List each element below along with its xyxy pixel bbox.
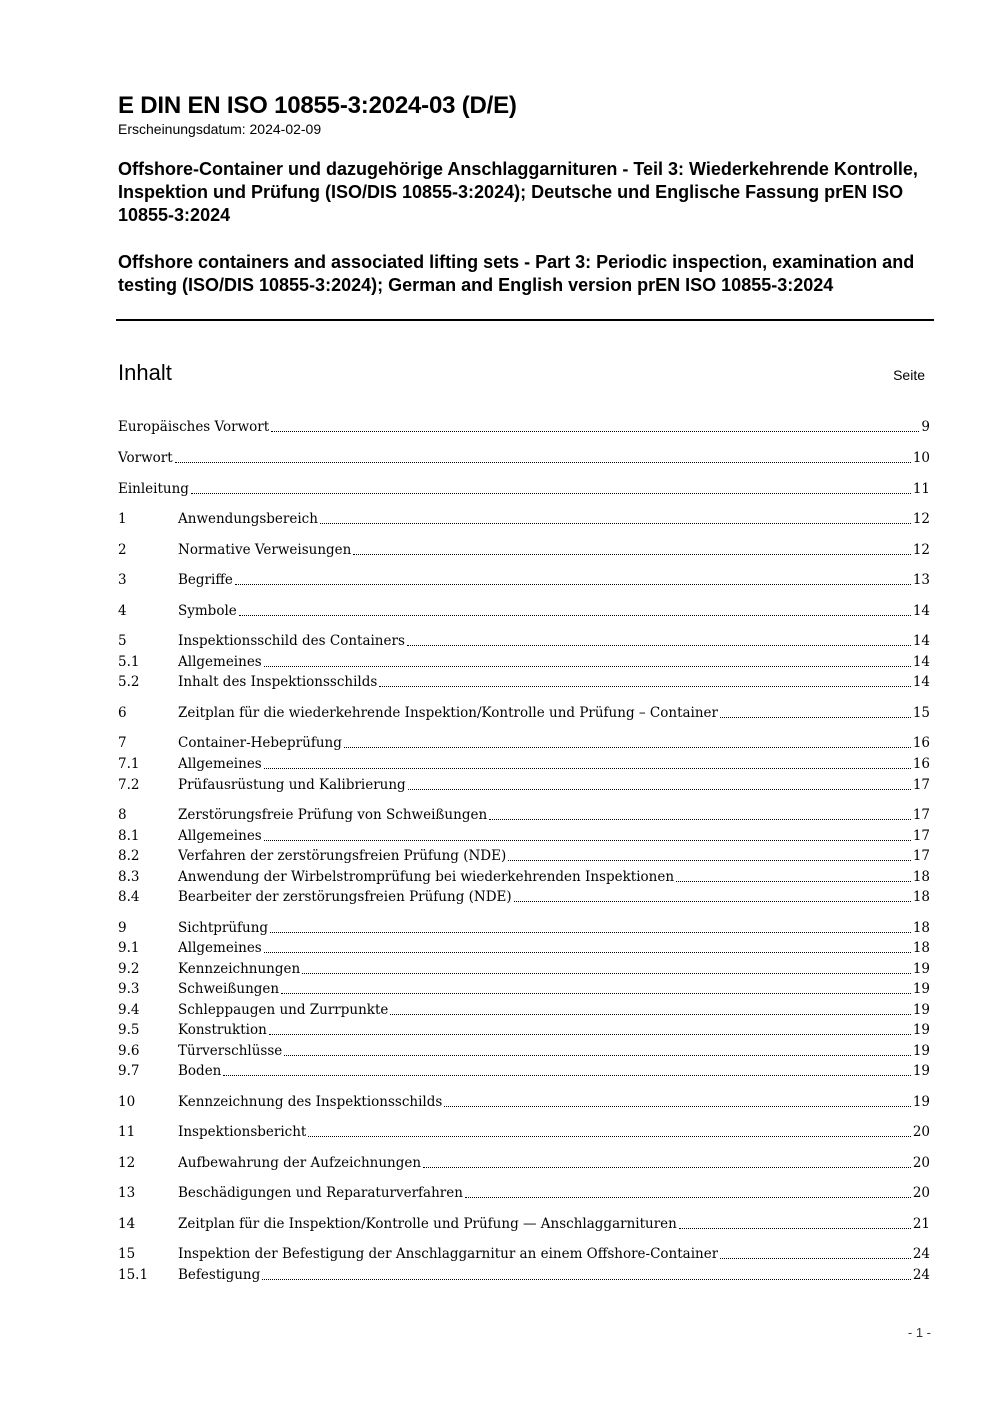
- title-english: Offshore containers and associated lifting sets - Part 3: Periodic inspection, examination and testing (ISO/DIS 10855-3:2024); German and English version prEN ISO 10855-3:2024: [118, 252, 915, 295]
- toc-entry-number: 15: [118, 1246, 136, 1262]
- toc-entry-title: Verfahren der zerstörungsfreien Prüfung (NDE): [178, 848, 507, 864]
- publication-date: Erscheinungsdatum: 2024-02-09: [118, 121, 322, 137]
- toc-dot-leader: [235, 583, 911, 585]
- toc-entry[interactable]: [118, 1245, 930, 1263]
- toc-dot-leader: [264, 839, 911, 841]
- toc-entry[interactable]: [118, 939, 930, 957]
- toc-entry-page: 19: [912, 1043, 930, 1059]
- toc-entry[interactable]: [118, 449, 930, 467]
- toc-entry-title: Bearbeiter der zerstörungsfreien Prüfung (NDE): [178, 889, 512, 905]
- toc-entry-title: Inspektion der Befestigung der Anschlaggarnitur an einem Offshore-Container: [178, 1246, 719, 1262]
- toc-entry-title: Allgemeines: [178, 756, 262, 772]
- toc-entry-page: 17: [912, 777, 930, 793]
- toc-entry-number: 3: [118, 572, 127, 588]
- toc-dot-leader: [679, 1227, 911, 1229]
- toc-entry-page: 24: [912, 1267, 930, 1283]
- toc-entry-page: 14: [912, 654, 930, 670]
- toc-entry[interactable]: [118, 1184, 930, 1202]
- toc-entry-title: Schweißungen: [178, 981, 280, 997]
- toc-entry-page: 14: [912, 633, 930, 649]
- document-title: E DIN EN ISO 10855-3:2024-03 (D/E): [118, 92, 517, 119]
- toc-entry[interactable]: [118, 602, 930, 620]
- toc-entry-number: 9.1: [118, 940, 140, 956]
- toc-entry-title: Zeitplan für die Inspektion/Kontrolle und Prüfung — Anschlaggarnituren: [178, 1216, 677, 1232]
- toc-entry[interactable]: [118, 418, 930, 436]
- toc-entry-page: 21: [912, 1216, 930, 1232]
- toc-dot-leader: [676, 880, 911, 882]
- toc-dot-leader: [379, 685, 911, 687]
- toc-entry-page: 20: [912, 1185, 930, 1201]
- toc-entry-page: 17: [912, 848, 930, 864]
- toc-entry[interactable]: [118, 1062, 930, 1080]
- toc-entry[interactable]: [118, 888, 930, 906]
- toc-dot-leader: [269, 1033, 911, 1035]
- toc-entry-title: Vorwort: [118, 450, 173, 466]
- toc-dot-leader: [320, 522, 911, 524]
- toc-entry[interactable]: [118, 806, 930, 824]
- toc-dot-leader: [175, 461, 911, 463]
- toc-entry[interactable]: [118, 960, 930, 978]
- toc-entry-page: 16: [912, 756, 930, 772]
- toc-dot-leader: [465, 1196, 911, 1198]
- toc-dot-leader: [264, 767, 911, 769]
- toc-entry-number: 8.4: [118, 889, 140, 905]
- toc-entry-number: 5.2: [118, 674, 140, 690]
- toc-entry-number: 9.3: [118, 981, 140, 997]
- toc-dot-leader: [308, 1135, 910, 1137]
- toc-entry-page: 19: [912, 961, 930, 977]
- toc-dot-leader: [423, 1166, 911, 1168]
- toc-entry-number: 9.2: [118, 961, 140, 977]
- toc-heading: Inhalt: [118, 360, 172, 385]
- toc-entry-page: 14: [912, 674, 930, 690]
- toc-entry-number: 14: [118, 1216, 136, 1232]
- toc-entry-page: 18: [912, 940, 930, 956]
- toc-entry-page: 10: [912, 450, 930, 466]
- toc-entry-page: 13: [912, 572, 930, 588]
- toc-entry-number: 1: [118, 511, 127, 527]
- toc-entry-title: Prüfausrüstung und Kalibrierung: [178, 777, 406, 793]
- toc-entry-page: 11: [912, 481, 930, 497]
- toc-entry-number: 9.7: [118, 1063, 140, 1079]
- toc-entry[interactable]: [118, 1001, 930, 1019]
- toc-entry-number: 13: [118, 1185, 136, 1201]
- toc-page-label: Seite: [893, 367, 925, 383]
- toc-entry-number: 10: [118, 1094, 136, 1110]
- toc-entry-number: 4: [118, 603, 127, 619]
- toc-entry[interactable]: [118, 776, 930, 794]
- toc-entry-page: 14: [912, 603, 930, 619]
- toc-entry-number: 8.2: [118, 848, 140, 864]
- toc-entry-title: Kennzeichnung des Inspektionsschilds: [178, 1094, 443, 1110]
- toc-entry-number: 11: [118, 1124, 136, 1140]
- toc-dot-leader: [390, 1013, 910, 1015]
- toc-dot-leader: [720, 716, 911, 718]
- toc-entry-title: Boden: [178, 1063, 222, 1079]
- toc-entry[interactable]: [118, 1093, 930, 1111]
- toc-entry-page: 20: [912, 1155, 930, 1171]
- toc-dot-leader: [720, 1257, 911, 1259]
- toc-entry[interactable]: [118, 1042, 930, 1060]
- toc-entry[interactable]: [118, 1215, 930, 1233]
- toc-entry[interactable]: [118, 1123, 930, 1141]
- toc-entry-title: Allgemeines: [178, 654, 262, 670]
- page-number: - 1 -: [907, 1325, 931, 1340]
- toc-entry-title: Europäisches Vorwort: [118, 419, 270, 435]
- toc-dot-leader: [408, 788, 911, 790]
- toc-entry-page: 9: [921, 419, 930, 435]
- toc-entry-number: 6: [118, 705, 127, 721]
- toc-entry-page: 12: [912, 542, 930, 558]
- toc-entry-number: 8.1: [118, 828, 140, 844]
- toc-entry[interactable]: [118, 571, 930, 589]
- toc-entry-title: Beschädigungen und Reparaturverfahren: [178, 1185, 463, 1201]
- toc-entry-page: 12: [912, 511, 930, 527]
- toc-entry-title: Inhalt des Inspektionsschilds: [178, 674, 378, 690]
- toc-entry[interactable]: [118, 632, 930, 650]
- toc-entry-page: 16: [912, 735, 930, 751]
- toc-entry-number: 2: [118, 542, 127, 558]
- toc-entry-number: 7.1: [118, 756, 140, 772]
- toc-entry-number: 8: [118, 807, 127, 823]
- title-german: Offshore-Container und dazugehörige Anschlaggarnituren - Teil 3: Wiederkehrende Kontrolle, Inspektion und Prüfung (ISO/DIS 10855-3:2024); Deutsche und Englische Fassung prEN ISO 10855-3:2024: [118, 159, 918, 225]
- toc-entry[interactable]: [118, 827, 930, 845]
- toc-entry-page: 18: [912, 920, 930, 936]
- toc-entry-title: Befestigung: [178, 1267, 261, 1283]
- toc-entry-page: 24: [912, 1246, 930, 1262]
- toc-entry-page: 18: [912, 869, 930, 885]
- toc-entry[interactable]: [118, 653, 930, 671]
- toc-entry-title: Normative Verweisungen: [178, 542, 352, 558]
- toc-entry-title: Allgemeines: [178, 940, 262, 956]
- toc-entry-title: Inspektionsbericht: [178, 1124, 307, 1140]
- toc-entry[interactable]: [118, 1266, 930, 1284]
- toc-dot-leader: [407, 644, 911, 646]
- toc-entry-number: 9: [118, 920, 127, 936]
- toc-entry-title: Schleppaugen und Zurrpunkte: [178, 1002, 389, 1018]
- toc-entry[interactable]: [118, 980, 930, 998]
- toc-entry-page: 19: [912, 1002, 930, 1018]
- toc-entry-number: 5.1: [118, 654, 140, 670]
- toc-dot-leader: [344, 746, 911, 748]
- toc-entry[interactable]: [118, 755, 930, 773]
- toc-dot-leader: [284, 1054, 911, 1056]
- toc-entry[interactable]: [118, 480, 930, 498]
- toc-dot-leader: [270, 931, 911, 933]
- toc-entry-number: 5: [118, 633, 127, 649]
- toc-dot-leader: [302, 972, 911, 974]
- toc-entry-page: 19: [912, 1022, 930, 1038]
- toc-entry-page: 18: [912, 889, 930, 905]
- toc-dot-leader: [264, 665, 911, 667]
- toc-entry-title: Zerstörungsfreie Prüfung von Schweißungen: [178, 807, 488, 823]
- toc-entry-title: Türverschlüsse: [178, 1043, 283, 1059]
- toc-entry-number: 9.6: [118, 1043, 140, 1059]
- toc-entry[interactable]: [118, 847, 930, 865]
- toc-entry-title: Anwendung der Wirbelstromprüfung bei wiederkehrenden Inspektionen: [178, 869, 675, 885]
- toc-entry[interactable]: [118, 704, 930, 722]
- toc-entry-page: 19: [912, 1063, 930, 1079]
- header-divider: [116, 319, 934, 321]
- toc-entry-number: 8.3: [118, 869, 140, 885]
- toc-entry[interactable]: [118, 541, 930, 559]
- toc-entry-title: Container-Hebeprüfung: [178, 735, 342, 751]
- toc-entry-page: 17: [912, 828, 930, 844]
- toc-entry-title: Konstruktion: [178, 1022, 267, 1038]
- toc-entry-page: 20: [912, 1124, 930, 1140]
- toc-dot-leader: [281, 992, 911, 994]
- toc-entry[interactable]: [118, 510, 930, 528]
- toc-dot-leader: [239, 614, 911, 616]
- toc-entry-title: Einleitung: [118, 481, 189, 497]
- toc-entry-number: 9.5: [118, 1022, 140, 1038]
- toc-dot-leader: [271, 430, 919, 432]
- toc-entry-title: Begriffe: [178, 572, 233, 588]
- toc-entry[interactable]: [118, 673, 930, 691]
- toc-dot-leader: [191, 492, 911, 494]
- toc-entry-title: Inspektionsschild des Containers: [178, 633, 405, 649]
- toc-entry-number: 15.1: [118, 1267, 149, 1283]
- toc-entry[interactable]: [118, 1154, 930, 1172]
- toc-entry-page: 19: [912, 981, 930, 997]
- toc-dot-leader: [489, 818, 911, 820]
- toc-entry-title: Kennzeichnungen: [178, 961, 301, 977]
- toc-dot-leader: [353, 553, 910, 555]
- toc-entry-number: 7: [118, 735, 127, 751]
- toc-entry[interactable]: [118, 1021, 930, 1039]
- toc-dot-leader: [514, 900, 911, 902]
- toc-entry-number: 7.2: [118, 777, 140, 793]
- toc-entry-title: Sichtprüfung: [178, 920, 269, 936]
- toc-dot-leader: [262, 1278, 911, 1280]
- toc-dot-leader: [508, 859, 911, 861]
- toc-entry-number: 9.4: [118, 1002, 140, 1018]
- toc-entry[interactable]: [118, 868, 930, 886]
- toc-dot-leader: [223, 1074, 910, 1076]
- toc-entry-title: Symbole: [178, 603, 237, 619]
- toc-entry[interactable]: [118, 919, 930, 937]
- toc-entry-page: 19: [912, 1094, 930, 1110]
- toc-entry[interactable]: [118, 734, 930, 752]
- toc-entry-page: 15: [912, 705, 930, 721]
- toc-entry-page: 17: [912, 807, 930, 823]
- toc-entry-number: 12: [118, 1155, 136, 1171]
- toc-dot-leader: [264, 951, 911, 953]
- toc-dot-leader: [444, 1105, 911, 1107]
- toc-entry-title: Anwendungsbereich: [178, 511, 318, 527]
- toc-entry-title: Aufbewahrung der Aufzeichnungen: [178, 1155, 422, 1171]
- toc-entry-title: Zeitplan für die wiederkehrende Inspektion/Kontrolle und Prüfung – Container: [178, 705, 718, 721]
- toc-entry-title: Allgemeines: [178, 828, 262, 844]
